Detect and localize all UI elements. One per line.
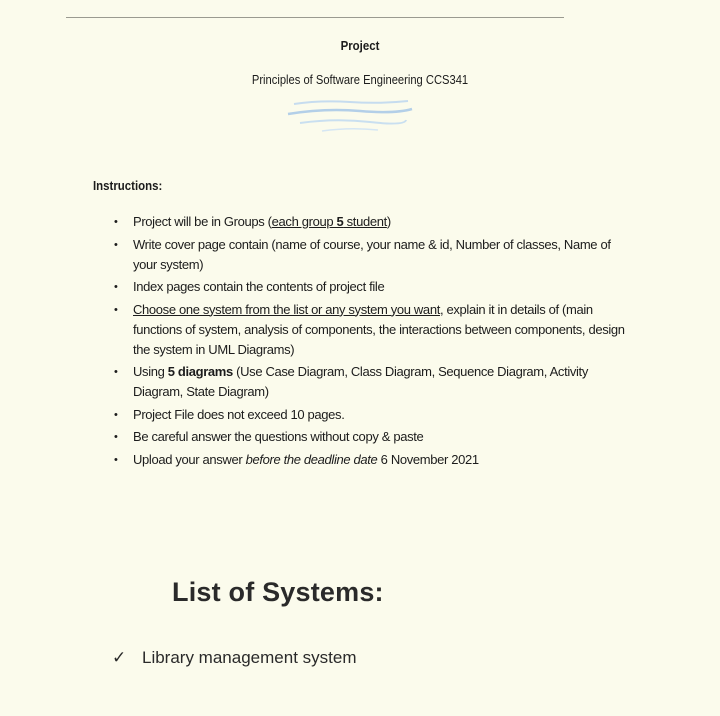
bullet-icon: • — [114, 431, 118, 443]
page-title: Project — [340, 38, 380, 53]
systems-heading: List of Systems: — [172, 577, 384, 607]
bullet-icon: • — [114, 366, 118, 378]
bullet-icon: • — [114, 453, 118, 466]
bullet-icon: • — [114, 281, 118, 293]
top-divider — [66, 17, 564, 18]
list-item: • Choose one system from the list or any system you want, explain it in details of (main functions of system, analysis of components, the interactions between components, design the system in UML Diagrams) — [114, 301, 625, 357]
system-list-item — [112, 648, 356, 668]
list-item: • Be careful answer the questions without copy & paste — [112, 427, 632, 447]
bullet-icon: • — [114, 238, 118, 251]
check-icon: ✓ — [112, 648, 127, 667]
list-item: • Index pages contain the contents of project file — [112, 277, 632, 297]
instructions-heading: Instructions: — [93, 178, 163, 193]
list-item: • Using 5 diagrams (Use Case Diagram, Class Diagram, Sequence Diagram, Activity Diagram, State Diagram) — [114, 364, 588, 399]
bullet-icon: • — [114, 303, 118, 316]
instructions-list — [112, 212, 632, 472]
bullet-icon: • — [114, 216, 118, 228]
system-label: Library management system — [142, 648, 357, 667]
list-item: • Project will be in Groups (each group 5 student) — [112, 212, 632, 232]
list-item: • Project File does not exceed 10 pages. — [112, 405, 632, 425]
bullet-icon: • — [114, 408, 118, 421]
list-item: • Write cover page contain (name of course, your name & id, Number of classes, Name of your system) — [114, 236, 611, 272]
list-item: • Upload your answer before the deadline date 6 November 2021 — [112, 450, 632, 470]
redacted-scribble — [280, 96, 420, 138]
course-subtitle: Principles of Software Engineering CCS341 — [251, 72, 469, 87]
